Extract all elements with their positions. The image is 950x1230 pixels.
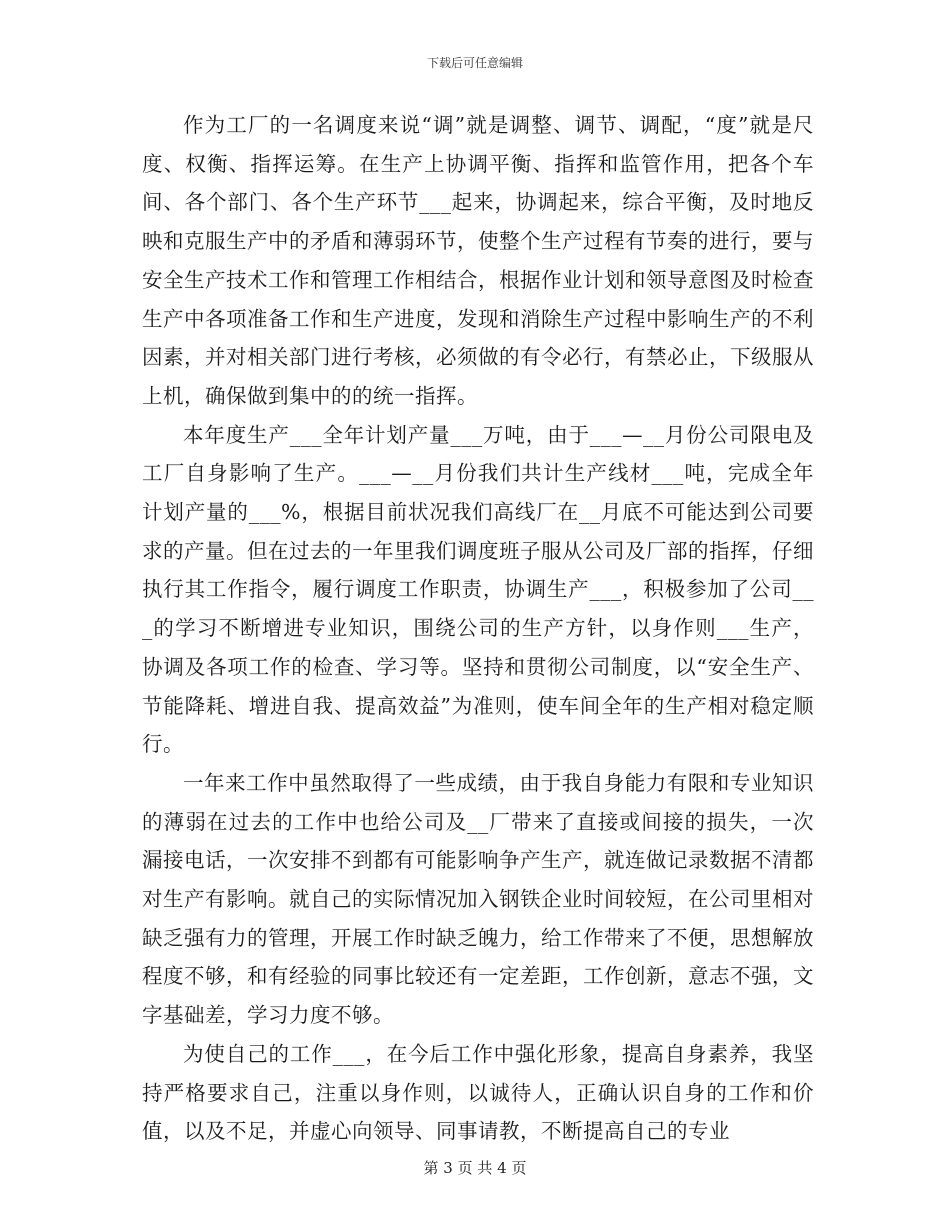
document-body — [142, 106, 814, 1151]
paragraph-4: 为使自己的工作___，在今后工作中强化形象，提高自身素养，我坚持严格要求自己，注重以身作则，以诚待人，正确认识自身的工作和价值，以及不足，并虚心向领导、同事请教，不断提高自己的专业 — [142, 1041, 814, 1144]
paragraph-3: 一年来工作中虽然取得了一些成绩，由于我自身能力有限和专业知识的薄弱在过去的工作中也给公司及__厂带来了直接或间接的损失，一次漏接电话，一次安排不到都有可能影响争产生产，就连做记录数据不清都对生产有影响。就自己的实际情况加入钢铁企业时间较短，在公司里相对缺乏强有力的管理，开展工作时缺乏魄力，给工作带来了不便，思想解放程度不够，和有经验的同事比较还有一定差距，工作创新，意志不强，文字基础差，学习力度不够。 — [142, 770, 814, 1028]
paragraph-1: 作为工厂的一名调度来说“调”就是调整、调节、调配，“度”就是尺度、权衡、指挥运筹。在生产上协调平衡、指挥和监管作用，把各个车间、各个部门、各个生产环节___起来，协调起来，综合平衡，及时地反映和克服生产中的矛盾和薄弱环节，使整个生产过程有节奏的进行，要与安全生产技术工作和管理工作相结合，根据作业计划和领导意图及时检查生产中各项准备工作和生产进度，发现和消除生产过程中影响生产的不利因素，并对相关部门进行考核，必须做的有令必行，有禁必止，下级服从上机，确保做到集中的的统一指挥。 — [142, 113, 814, 408]
page-number: 第 3 页 共 4 页 — [423, 1159, 527, 1177]
paragraph-2: 本年度生产___全年计划产量___万吨，由于___—__月份公司限电及工厂自身影响了生产。___—__月份我们共计生产线材___吨，完成全年计划产量的___%，根据目前状况我们高线厂在__月底不可能达到公司要求的产量。但在过去的一年里我们调度班子服从公司及厂部的指挥，仔细执行其工作指令，履行调度工作职责，协调生产___，积极参加了公司___的学习不断增进专业知识，围绕公司的生产方针，以身作则___生产，协调及各项工作的检查、学习等。坚持和贯彻公司制度，以“安全生产、节能降耗、增进自我、提高效益”为准则，使车间全年的生产相对稳定顺行。 — [142, 422, 814, 757]
page-header-note: 下载后可任意编辑 — [426, 56, 523, 70]
